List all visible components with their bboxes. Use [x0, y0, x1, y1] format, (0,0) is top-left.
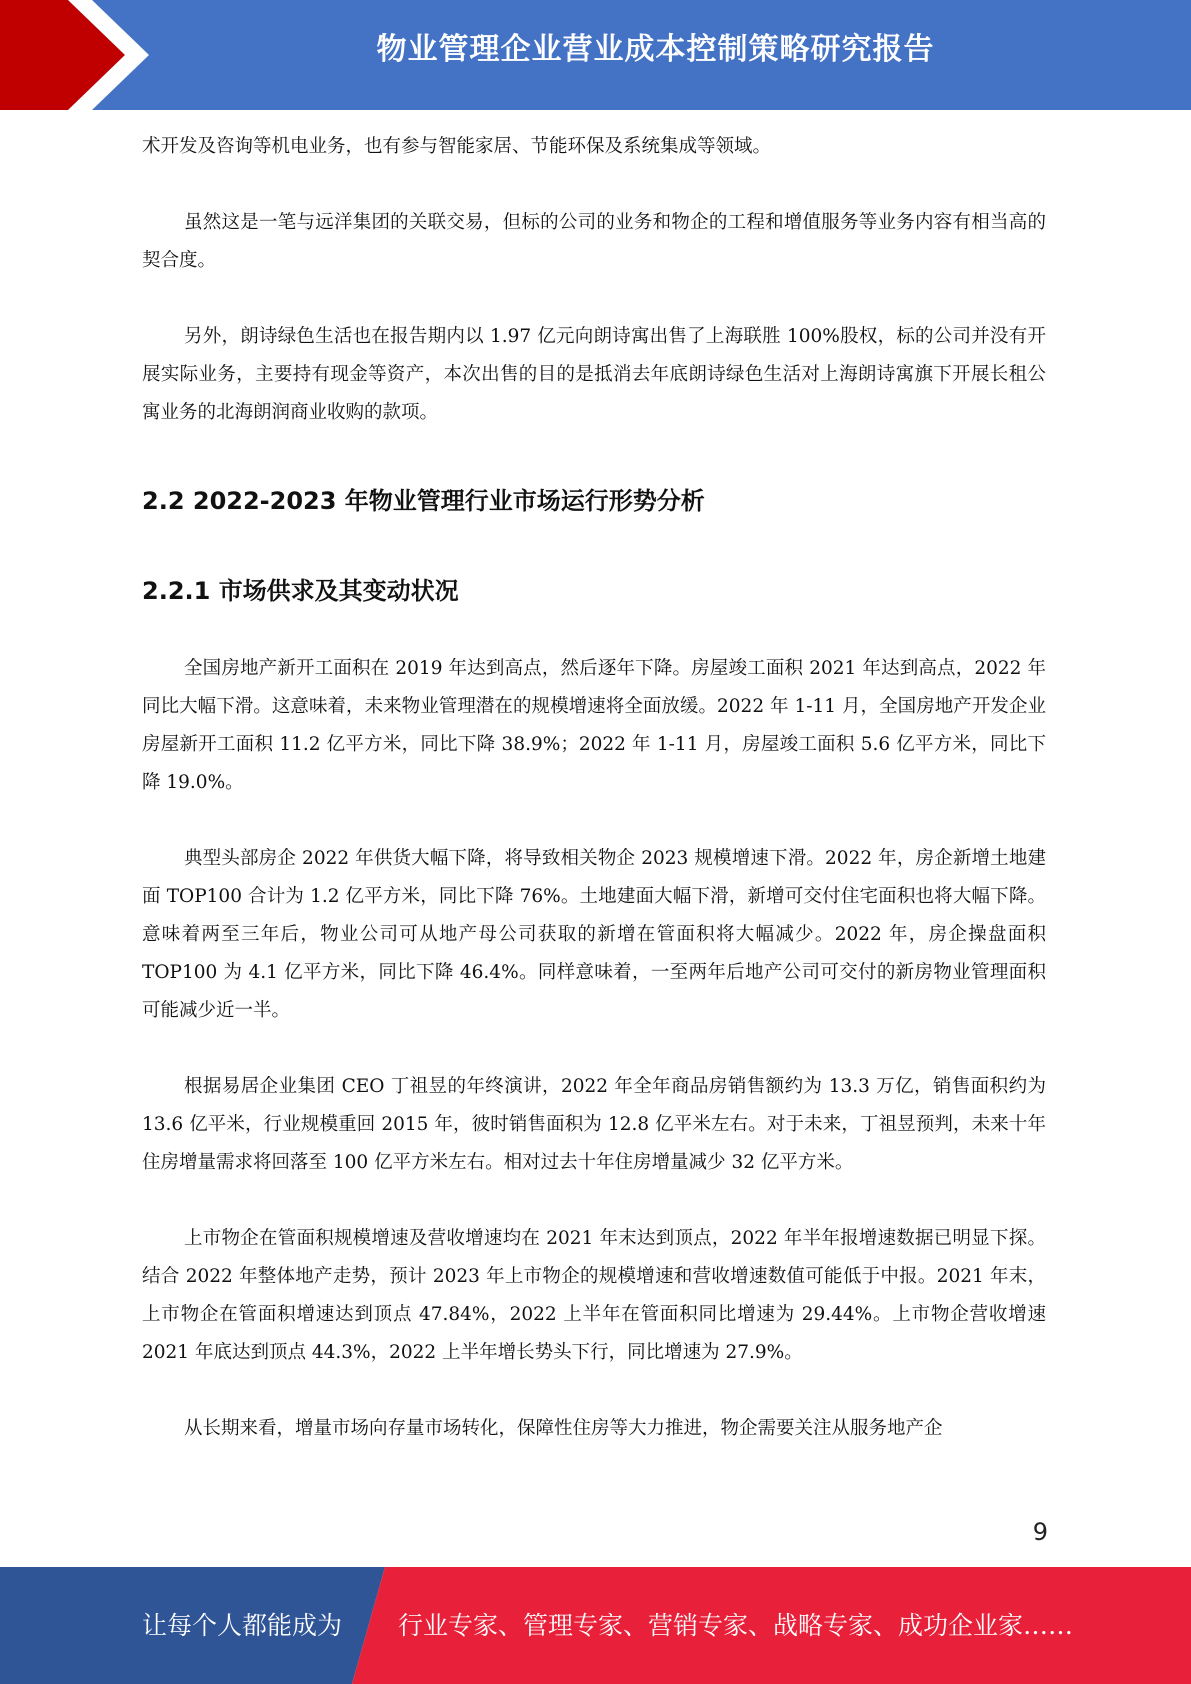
header-arrow-icon — [0, 0, 260, 110]
page-number: 9 — [1032, 1518, 1048, 1546]
section-heading-2-2: 2.2 2022-2023 年物业管理行业市场运行形势分析 — [142, 487, 705, 515]
header-band — [0, 0, 1191, 110]
paragraph-5: 典型头部房企 2022 年供货大幅下降，将导致相关物企 2023 规模增速下滑。2022 年，房企新增土地建面 TOP100 合计为 1.2 亿平方米，同比下降 76%。土地建面大幅下滑，新增可交付住宅面积也将大幅下降。意味着两至三年后，物业公司可从地产母公司获取的新增在管面积将大幅减少。2022 年，房企操盘面积 TOP100 为 4.1 亿平方米，同比下降 46.4%。同样意味着，一至两年后地产公司可交付的新房物业管理面积可能减少近一半。 — [142, 848, 1046, 1021]
paragraph-7: 上市物企在管面积规模增速及营收增速均在 2021 年末达到顶点，2022 年半年报增速数据已明显下探。结合 2022 年整体地产走势，预计 2023 年上市物企的规模增速和营收增速数值可能低于中报。2021 年末，上市物企在管面积增速达到顶点 47.84%，2022 上半年在管面积同比增速为 29.44%。上市物企营收增速 2021 年底达到顶点 44.3%，2022 上半年增长势头下行，同比增速为 27.9%。 — [142, 1228, 1046, 1363]
footer-band — [0, 1567, 1191, 1684]
footer-slogan-right: 行业专家、管理专家、营销专家、战略专家、成功企业家…… — [398, 1611, 1074, 1640]
footer-slogan-left: 让每个人都能成为 — [142, 1611, 343, 1640]
paragraph-4: 全国房地产新开工面积在 2019 年达到高点，然后逐年下降。房屋竣工面积 2021 年达到高点，2022 年同比大幅下滑。这意味着，未来物业管理潜在的规模增速将全面放缓。2022 年 1-11 月，全国房地产开发企业房屋新开工面积 11.2 亿平方米，同比下降 38.9%；2022 年 1-11 月，房屋竣工面积 5.6 亿平方米，同比下降 19.0%。 — [142, 658, 1046, 793]
paragraph-3: 另外，朗诗绿色生活也在报告期内以 1.97 亿元向朗诗寓出售了上海联胜 100%股权，标的公司并没有开展实际业务，主要持有现金等资产，本次出售的目的是抵消去年底朗诗绿色生活对上海朗诗寓旗下开展长租公寓业务的北海朗润商业收购的款项。 — [142, 326, 1046, 423]
paragraph-6: 根据易居企业集团 CEO 丁祖昱的年终演讲，2022 年全年商品房销售额约为 13.3 万亿，销售面积约为 13.6 亿平米，行业规模重回 2015 年，彼时销售面积为 12.8 亿平米左右。对于未来，丁祖昱预判，未来十年住房增量需求将回落至 100 亿平方米左右。相对过去十年住房增量减少 32 亿平方米。 — [142, 1076, 1046, 1173]
section-heading-2-2-1: 2.2.1 市场供求及其变动状况 — [142, 577, 459, 605]
paragraph-2: 虽然这是一笔与远洋集团的关联交易，但标的公司的业务和物企的工程和增值服务等业务内容有相当高的契合度。 — [142, 212, 1046, 271]
paragraph-8: 从长期来看，增量市场向存量市场转化，保障性住房等大力推进，物企需要关注从服务地产企 — [184, 1418, 943, 1439]
document-body — [142, 128, 1046, 1448]
document-title: 物业管理企业营业成本控制策略研究报告 — [376, 32, 935, 67]
paragraph-1: 术开发及咨询等机电业务，也有参与智能家居、节能环保及系统集成等领域。 — [142, 136, 772, 157]
